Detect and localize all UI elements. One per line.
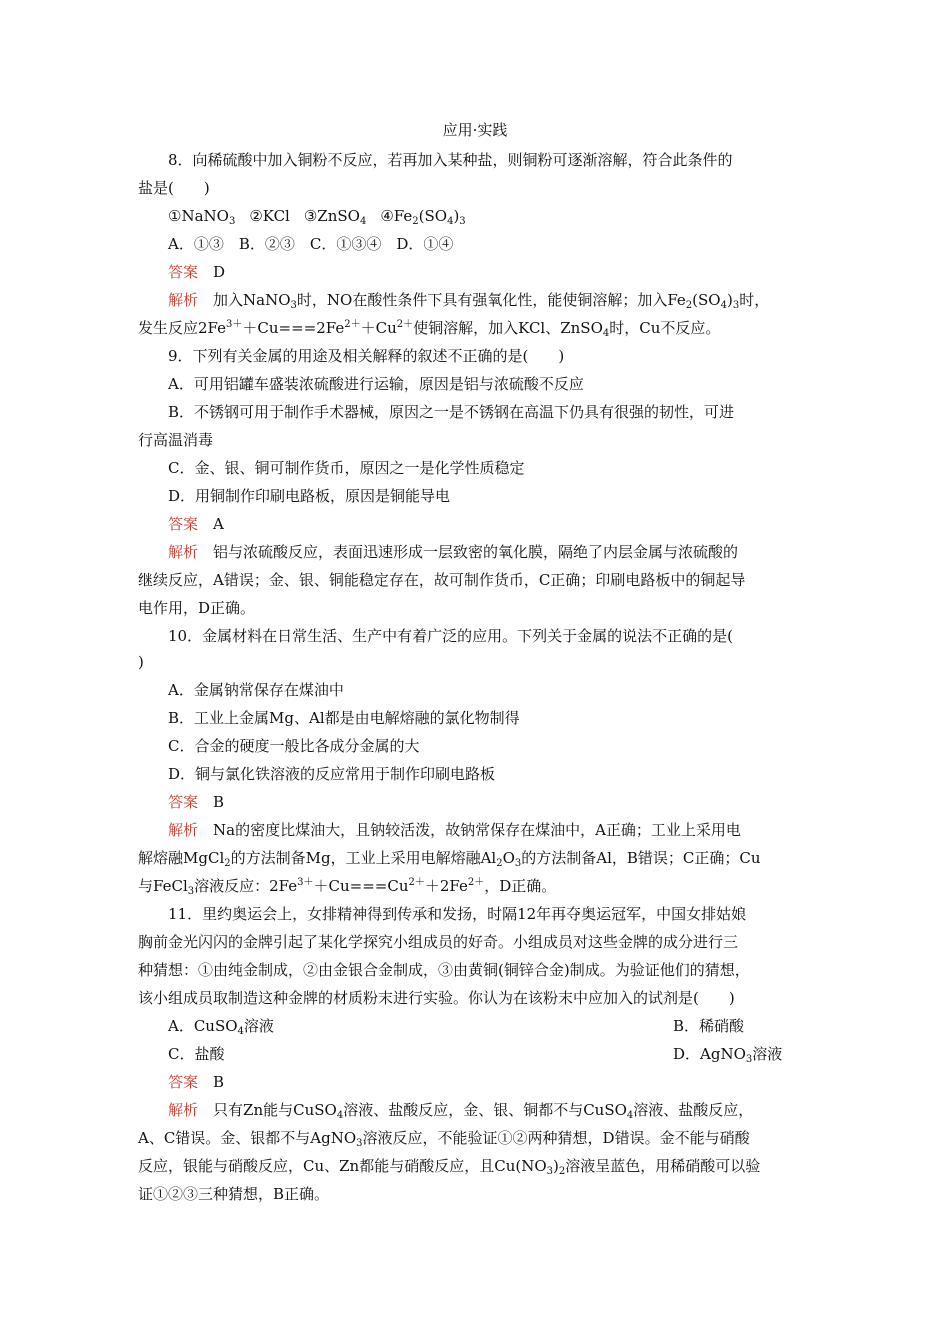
section-title: 应用·实践 (442, 121, 508, 139)
question-8-answer: 答案 D (168, 263, 226, 281)
question-10-answer: 答案 B (168, 793, 225, 811)
question-11-option-d: D．AgNO$_3$溶液 (673, 1045, 783, 1065)
analysis-label: 解析 (168, 291, 199, 309)
question-9-option-b: B．不锈钢可用于制作手术器械，原因之一是不锈钢在高温下仍具有很强的韧性，可进 (168, 403, 735, 421)
question-11-option-b: B．稀硝酸 (673, 1017, 745, 1035)
question-11-options-row-2 (168, 1044, 848, 1064)
question-11-analysis-cont3: 证①②③三种猜想，B正确。 (138, 1185, 330, 1203)
question-11-answer: 答案 B (168, 1073, 225, 1091)
question-10-option-a: A．金属钠常保存在煤油中 (168, 681, 344, 699)
question-11-stem-cont: 胸前金光闪闪的金牌引起了某化学探究小组成员的好奇。小组成员对这些金牌的成分进行三 (138, 933, 739, 951)
question-11-stem: 11．里约奥运会上，女排精神得到传承和发扬，时隔12年再夺奥运冠军，中国女排姑娘 (168, 905, 747, 923)
analysis-label: 解析 (168, 821, 199, 839)
question-10-option-d: D．铜与氯化铁溶液的反应常用于制作印刷电路板 (168, 765, 496, 783)
question-10-analysis: 解析 Na的密度比煤油大，且钠较活泼，故钠常保存在煤油中，A正确；工业上采用电 (168, 821, 741, 839)
answer-label: 答案 (168, 263, 199, 281)
question-8-analysis: 解析 加入NaNO$_3$时，NO在酸性条件下具有强氧化性，能使铜溶解；加入$Fe_2(SO_4)_3$时， (168, 291, 770, 311)
question-8-items: ①NaNO$_3$ ②KCl ③ZnSO$_4$ $④Fe_2(SO_4)_3$ (168, 207, 466, 227)
question-9-option-b-cont: 行高温消毒 (138, 431, 214, 449)
answer-label: 答案 (168, 1073, 199, 1091)
question-10-analysis-cont: 解熔融MgCl$_2$的方法制备Mg，工业上采用电解熔融$Al_2O_3$的方法制备Al，B错误；C正确；Cu (138, 849, 761, 869)
question-11-option-c: C．盐酸 (168, 1045, 225, 1063)
question-9-analysis: 解析 铝与浓硫酸反应，表面迅速形成一层致密的氧化膜，隔绝了内层金属与浓硫酸的 (168, 543, 739, 561)
question-11-analysis: 解析 只有Zn能与CuSO$_4$溶液、盐酸反应，金、银、铜都不与CuSO$_4$溶液、盐酸反应， (168, 1101, 754, 1121)
question-11-analysis-cont: A、C错误。金、银都不与AgNO$_3$溶液反应，不能验证①②两种猜想，D错误。金不能与硝酸 (138, 1129, 750, 1149)
question-10-stem: 10．金属材料在日常生活、生产中有着广泛的应用。下列关于金属的说法不正确的是( (168, 627, 733, 645)
question-10-analysis-cont2: 与FeCl$_3$溶液反应：$2Fe^{3+}+Cu===Cu^{2+}+2Fe^{2+}$，D正确。 (138, 877, 557, 897)
question-9-option-a: A．可用铝罐车盛装浓硫酸进行运输，原因是铝与浓硫酸不反应 (168, 375, 584, 393)
question-8-stem: 8．向稀硫酸中加入铜粉不反应，若再加入某种盐，则铜粉可逐渐溶解，符合此条件的 (168, 151, 733, 169)
question-10-stem-cont: ) (138, 653, 144, 671)
question-9-analysis-cont: 继续反应，A错误；金、银、铜能稳定存在，故可制作货币，C正确；印刷电路板中的铜起导 (138, 571, 746, 589)
question-8-stem-cont: 盐是( ) (138, 179, 210, 197)
question-10-option-b: B．工业上金属Mg、Al都是由电解熔融的氯化物制得 (168, 709, 520, 727)
question-9-answer: 答案 A (168, 515, 224, 533)
question-10-option-c: C．合金的硬度一般比各成分金属的大 (168, 737, 420, 755)
question-8-analysis-cont: 发生反应$2Fe^{3+}+Cu===2Fe^{2+}+Cu^{2+}$使铜溶解，加入KCl、ZnSO$_4$时，Cu不反应。 (138, 319, 721, 339)
question-8-options: A．①③ B．②③ C．①③④ D．①④ (168, 235, 454, 253)
analysis-label: 解析 (168, 1101, 199, 1119)
question-11-stem-cont2: 种猜想：①由纯金制成，②由金银合金制成，③由黄铜(铜锌合金)制成。为验证他们的猜想， (138, 961, 750, 979)
question-11-analysis-cont2: 反应，银能与硝酸反应，Cu、Zn都能与硝酸反应，且$Cu(NO_3)_2$溶液呈蓝色，用稀硝酸可以验 (138, 1157, 761, 1177)
question-9-option-d: D．用铜制作印刷电路板，原因是铜能导电 (168, 487, 451, 505)
analysis-label: 解析 (168, 543, 199, 561)
question-9-stem: 9．下列有关金属的用途及相关解释的叙述不正确的是( ) (168, 347, 565, 365)
answer-label: 答案 (168, 515, 199, 533)
question-9-analysis-cont2: 电作用，D正确。 (138, 599, 256, 617)
question-11-option-a: A．CuSO$_4$溶液 (168, 1017, 274, 1037)
answer-label: 答案 (168, 793, 199, 811)
question-9-option-c: C．金、银、铜可制作货币，原因之一是化学性质稳定 (168, 459, 525, 477)
question-11-stem-cont3: 该小组成员取制造这种金牌的材质粉末进行实验。你认为在该粉末中应加入的试剂是( ) (138, 989, 735, 1007)
question-11-options-row-1 (168, 1016, 848, 1036)
